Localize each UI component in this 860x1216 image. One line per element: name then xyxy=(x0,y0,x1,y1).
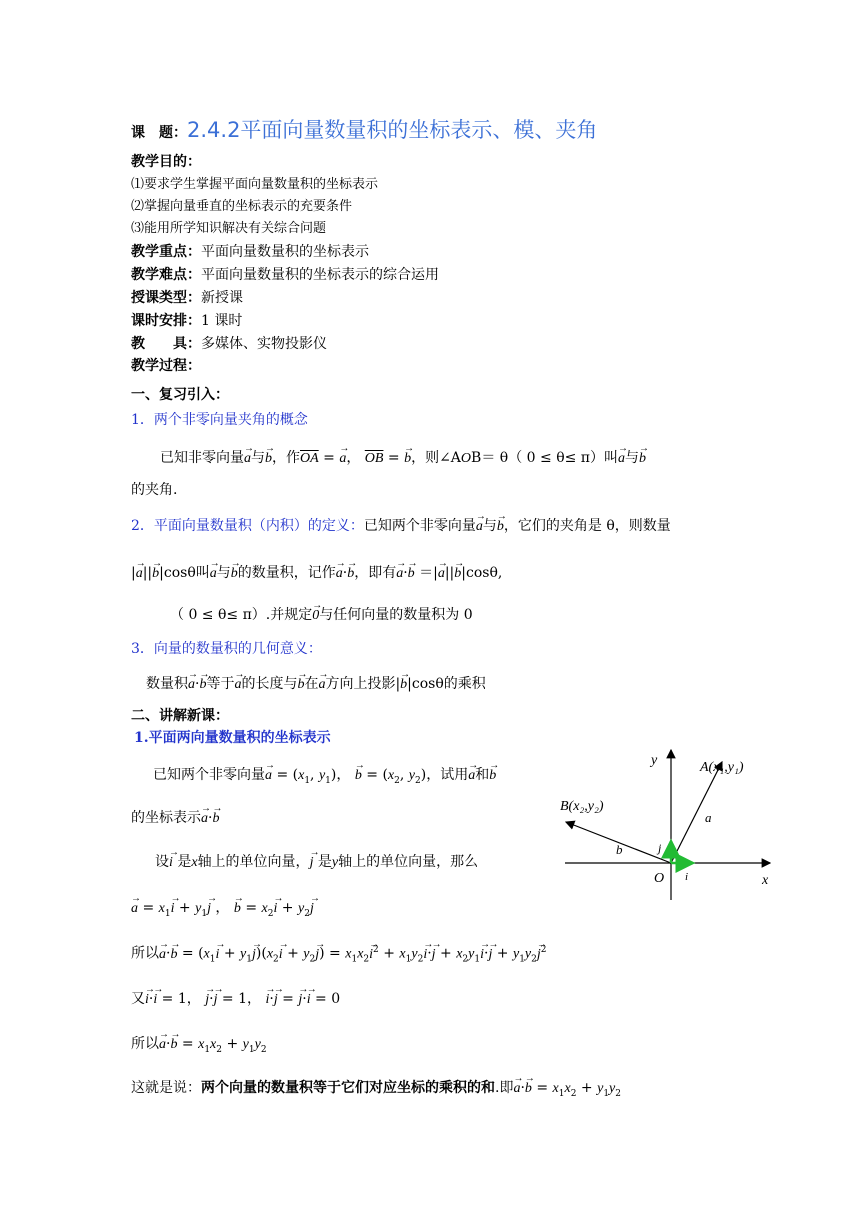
vector-a-label: a xyxy=(705,810,712,825)
objectives-heading: 教学目的： xyxy=(131,154,201,170)
title-label: 课 题： xyxy=(131,125,187,141)
origin-label: O xyxy=(654,871,665,886)
page-title xyxy=(131,114,597,144)
y-axis-label: y xyxy=(651,753,658,768)
point-b-label: B(x₂,y₂) xyxy=(560,799,604,814)
info-tools: 教 具：多媒体、实物投影仪 xyxy=(131,336,327,352)
info-key-point: 教学重点：平面向量数量积的坐标表示 xyxy=(131,244,369,260)
review-item1-line: 已知非零向量→ a与→ b，作$\overline{OA}$ = → a， $\overline{OB}$ = → b，则∠AOB＝ θ（ 0 ≤ θ≤ π）叫→ a与→ b xyxy=(160,446,646,469)
objective-item: ⑵掌握向量垂直的坐标表示的充要条件 xyxy=(131,199,353,214)
review-heading: 一、复习引入： xyxy=(131,387,229,403)
new-lesson-p3: → $a = x_1\to i + y_1\to j$ ， → $b = x_2\to i + y_2\to j$ xyxy=(131,896,314,924)
vector-j-label: j xyxy=(658,841,662,855)
review-item2-line2: |→ a||→ b|cosθ叫→ a与→ b的数量积，记作→ a·→ b，即有→ a·→ b ＝|→ a||→ b|cosθ, xyxy=(131,561,502,584)
point-a-label: A(x₁,y₁) xyxy=(700,760,744,775)
new-lesson-p1: 已知两个非零向量→ $a = (x_1$, $y_1$)， → $b = (x_2$, $y_2$)，试用→ a和→ b xyxy=(153,763,496,791)
review-item1-title: 1．两个非零向量夹角的概念 xyxy=(131,412,308,428)
objective-item: ⑴要求学生掌握平面向量数量积的坐标表示 xyxy=(131,177,379,192)
x-axis-label: x xyxy=(762,873,769,888)
info-lesson-type: 授课类型：新授课 xyxy=(131,290,243,306)
vector-i-label: i xyxy=(685,871,689,883)
review-item1-end: 的夹角. xyxy=(131,482,178,498)
review-item3-title: 3．向量的数量积的几何意义： xyxy=(131,641,322,657)
new-lesson-p6: 所以→ $a\cdot\to b = x_1x_2 + y_1y_2$ xyxy=(131,1032,267,1060)
vector-diagram xyxy=(550,742,780,902)
review-item3-line: 数量积→ a·→ b等于→ a的长度与→ b在→ a方向上投影|→ b|cosθ的乘积 xyxy=(146,672,486,695)
info-difficulty: 教学难点：平面向量数量积的坐标表示的综合运用 xyxy=(131,267,439,283)
review-item2-line3: （ 0 ≤ θ≤ π）.并规定→ 0与任何向量的数量积为 0 xyxy=(170,603,473,626)
info-schedule: 课时安排：1 课时 xyxy=(131,313,243,329)
new-lesson-p7: 这就是说：两个向量的数量积等于它们对应坐标的乘积的和.即→ $a\cdot\to b = x_1x_2 + y_1y_2$ xyxy=(131,1076,621,1104)
title-text: 2.4.2平面向量数量积的坐标表示、模、夹角 xyxy=(187,118,598,142)
vector-a xyxy=(671,762,722,863)
process-heading: 教学过程： xyxy=(131,358,201,374)
objective-item: ⑶能用所学知识解决有关综合问题 xyxy=(131,221,327,236)
new-lesson-p1-end: 的坐标表示→ a·→ b xyxy=(131,806,219,829)
new-lesson-p2: 设→ i 是x轴上的单位向量，→ j 是y轴上的单位向量，那么 xyxy=(155,850,478,873)
new-lesson-p4: 所以→ $a\cdot\to b = (x_1\to i + y_1\to j)(x_2\to i + y_2\to j) = x_1x_2\to i^2 + x_1y_2\to i\cdot\to j + x_2y_1\to i\cdot\to j + y_1y_2\to j^2$ xyxy=(131,940,547,969)
new-lesson-heading: 二、讲解新课： xyxy=(131,708,229,724)
vector-b-label: b xyxy=(616,842,623,857)
new-lesson-sub1: 1.平面两向量数量积的坐标表示 xyxy=(134,730,331,746)
review-item2-line: 2．平面向量数量积（内积）的定义：已知两个非零向量→ a与→ b，它们的夹角是 θ，则数量 xyxy=(131,514,671,537)
new-lesson-p5: 又→ i·→ i = 1， → j·→ j = 1， → i·→ j = → j·→ i = 0 xyxy=(131,987,340,1010)
